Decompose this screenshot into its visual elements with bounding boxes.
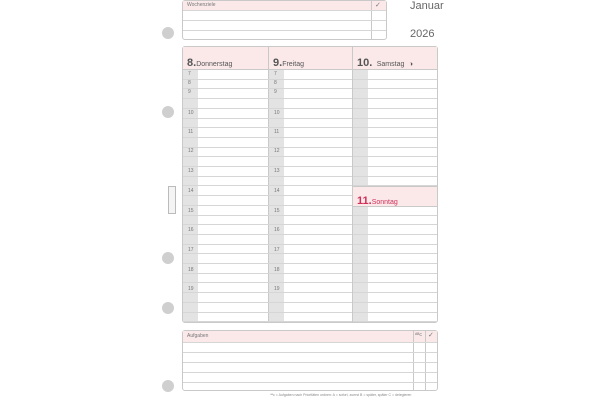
day-grid: [182, 46, 438, 323]
hour-label: 15: [188, 208, 194, 214]
hour-label: 9: [188, 89, 191, 95]
hour-label: 13: [188, 168, 194, 174]
punch-hole: [162, 27, 174, 39]
hour-label: 17: [274, 247, 280, 253]
weekly-goals-box: [182, 0, 387, 40]
hour-label: 14: [188, 188, 194, 194]
hour-label: 8: [274, 80, 277, 86]
check-icon: ✓: [375, 2, 381, 9]
hour-label: 12: [274, 148, 280, 154]
hour-label: 15: [274, 208, 280, 214]
tasks-box: [182, 330, 438, 391]
punch-hole: [162, 106, 174, 118]
hour-label: 11: [188, 129, 194, 135]
hour-label: 11: [274, 129, 280, 135]
hour-label: 16: [188, 227, 194, 233]
hour-label: 19: [188, 286, 194, 292]
check-icon: ✓: [428, 332, 434, 339]
weekly-goals-label: Wochenziele: [187, 2, 216, 8]
hour-label: 19: [274, 286, 280, 292]
day-header-friday: 9.Freitag: [273, 57, 304, 69]
hour-label: 16: [274, 227, 280, 233]
tasks-label: Aufgaben: [187, 333, 209, 339]
punch-hole: [162, 302, 174, 314]
abc-priority-icon: ᴬᴮc: [415, 332, 422, 338]
day-header-sunday: 11.Sonntag: [357, 195, 398, 207]
hour-label: 8: [188, 80, 191, 86]
hour-label: 14: [274, 188, 280, 194]
hour-label: 18: [188, 267, 194, 273]
hour-label: 13: [274, 168, 280, 174]
day-header-thursday: 8.Donnerstag: [187, 57, 233, 69]
hour-label: 7: [274, 71, 277, 77]
first-quarter-moon-icon: ◑: [408, 61, 414, 68]
month-label: Januar: [410, 0, 444, 12]
hour-label: 12: [188, 148, 194, 154]
hour-label: 7: [188, 71, 191, 77]
year-label: 2026: [410, 28, 435, 40]
day-header-saturday: 10. Samstag ◑: [357, 57, 414, 69]
hour-label: 10: [188, 110, 194, 116]
punch-hole: [162, 252, 174, 264]
hour-label: 9: [274, 89, 277, 95]
brand-spine-label: [168, 186, 176, 214]
hour-label: 10: [274, 110, 280, 116]
punch-hole: [162, 380, 174, 392]
hour-label: 17: [188, 247, 194, 253]
priority-legend: ᴬᴮc = Aufgaben nach Prioritäten ordnen: A = sofort, zuerst B = später, später C = delegieren: [270, 393, 412, 397]
hour-label: 18: [274, 267, 280, 273]
